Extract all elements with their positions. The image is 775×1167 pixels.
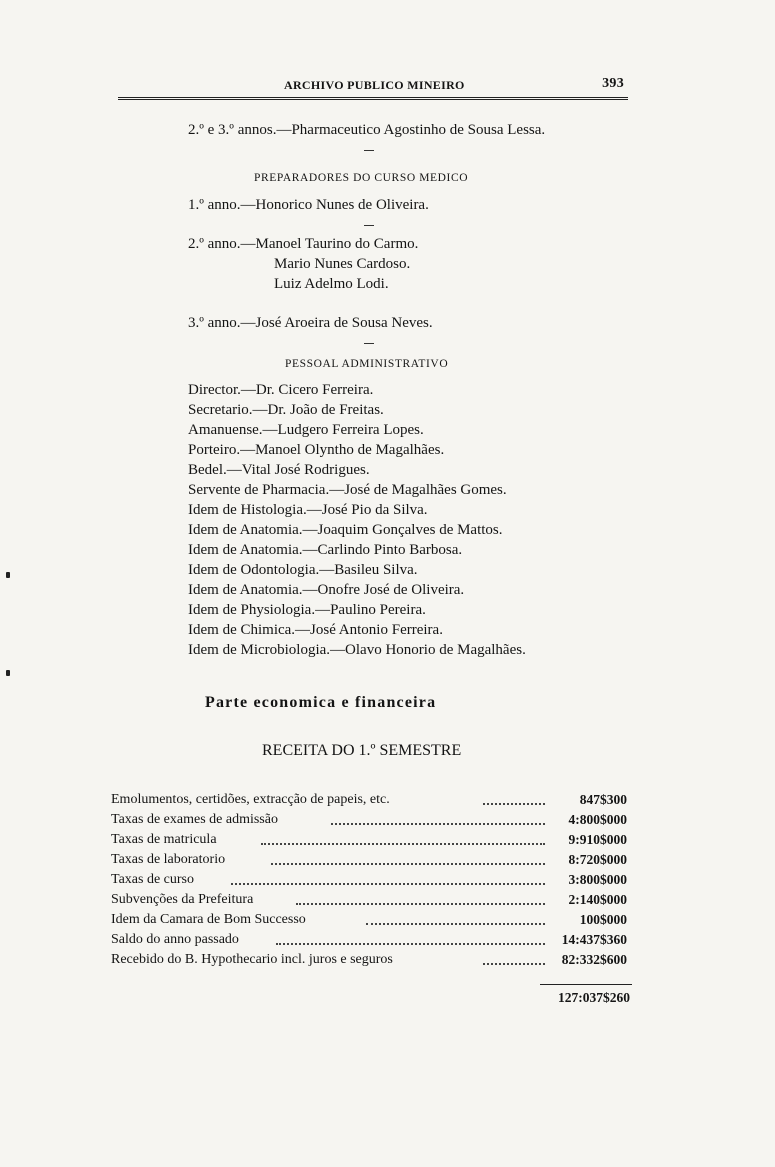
row-amount: 9:910$000 — [568, 832, 627, 847]
pessoal-line: Idem de Microbiologia.—Olavo Honorio de Magalhães. — [188, 642, 526, 658]
pessoal-line: Idem de Physiologia.—Paulino Pereira. — [188, 602, 426, 618]
row-amount: 3:800$000 — [568, 872, 627, 887]
table-row — [111, 852, 631, 872]
separator-dash — [364, 225, 374, 226]
preparador-line: 1.º anno.—Honorico Nunes de Oliveira. — [188, 197, 429, 213]
dot-leader — [331, 823, 545, 825]
dot-leader — [483, 803, 545, 805]
intro-line: 2.º e 3.º annos.—Pharmaceutico Agostinho de Sousa Lessa. — [188, 122, 546, 138]
pessoal-heading: PESSOAL ADMINISTRATIVO — [285, 358, 449, 370]
table-row — [111, 872, 631, 892]
row-description: Recebido do B. Hypothecario incl. juros e seguros — [111, 952, 393, 967]
dot-leader — [296, 903, 545, 905]
row-amount: 100$000 — [579, 912, 627, 927]
total-rule — [540, 984, 632, 985]
row-description: Idem da Camara de Bom Successo — [111, 912, 306, 927]
row-description: Taxas de laboratorio — [111, 852, 226, 867]
row-description: Taxas de matricula — [111, 832, 217, 847]
dot-leader — [271, 863, 545, 865]
row-amount: 14:437$360 — [561, 932, 627, 947]
pessoal-line: Idem de Odontologia.—Basileu Silva. — [188, 562, 418, 578]
margin-speck — [6, 670, 10, 676]
row-description: Saldo do anno passado — [111, 932, 239, 947]
preparador-line: Mario Nunes Cardoso. — [274, 256, 411, 272]
row-amount: 2:140$000 — [568, 892, 627, 907]
table-row — [111, 812, 631, 832]
pessoal-line: Idem de Anatomia.—Onofre José de Oliveira. — [188, 582, 465, 598]
pessoal-line: Servente de Pharmacia.—José de Magalhães Gomes. — [188, 482, 507, 498]
row-description: Subvenções da Prefeitura — [111, 892, 254, 907]
table-row — [111, 912, 631, 932]
preparador-line: 3.º anno.—José Aroeira de Sousa Neves. — [188, 315, 433, 331]
dot-leader — [483, 963, 545, 965]
table-row — [111, 832, 631, 852]
header-title: ARCHIVO PUBLICO MINEIRO — [284, 78, 465, 92]
receita-total: 127:037$260 — [558, 990, 630, 1005]
separator-dash — [364, 150, 374, 151]
dot-leader — [261, 843, 545, 845]
pessoal-line: Porteiro.—Manoel Olyntho de Magalhães. — [188, 442, 445, 458]
dot-leader — [231, 883, 545, 885]
margin-speck — [6, 572, 10, 578]
dot-leader — [366, 923, 545, 925]
table-row — [111, 792, 631, 812]
section-title: Parte economica e financeira — [205, 694, 437, 711]
pessoal-line: Bedel.—Vital José Rodrigues. — [188, 462, 370, 478]
header-rule — [118, 97, 628, 100]
table-row — [111, 892, 631, 912]
row-description: Taxas de curso — [111, 872, 194, 887]
page-number: 393 — [602, 76, 624, 91]
pessoal-line: Idem de Histologia.—José Pio da Silva. — [188, 502, 428, 518]
pessoal-line: Amanuense.—Ludgero Ferreira Lopes. — [188, 422, 424, 438]
preparador-line: 2.º anno.—Manoel Taurino do Carmo. — [188, 236, 419, 252]
row-description: Taxas de exames de admissão — [111, 812, 278, 827]
row-amount: 847$300 — [579, 792, 627, 807]
pessoal-line: Idem de Chimica.—José Antonio Ferreira. — [188, 622, 443, 638]
preparadores-heading: PREPARADORES DO CURSO MEDICO — [254, 172, 469, 184]
table-row — [111, 932, 631, 952]
pessoal-line: Director.—Dr. Cicero Ferreira. — [188, 382, 374, 398]
preparador-line: Luiz Adelmo Lodi. — [274, 276, 389, 292]
running-header — [118, 76, 628, 98]
row-amount: 8:720$000 — [568, 852, 627, 867]
row-amount: 4:800$000 — [568, 812, 627, 827]
separator-dash — [364, 343, 374, 344]
table-row — [111, 952, 631, 972]
row-description: Emolumentos, certidões, extracção de papeis, etc. — [111, 792, 390, 807]
row-amount: 82:332$600 — [561, 952, 627, 967]
pessoal-line: Idem de Anatomia.—Joaquim Gonçalves de Mattos. — [188, 522, 503, 538]
dot-leader — [276, 943, 545, 945]
receita-title: RECEITA DO 1.º SEMESTRE — [262, 742, 462, 759]
pessoal-line: Secretario.—Dr. João de Freitas. — [188, 402, 384, 418]
pessoal-line: Idem de Anatomia.—Carlindo Pinto Barbosa. — [188, 542, 463, 558]
